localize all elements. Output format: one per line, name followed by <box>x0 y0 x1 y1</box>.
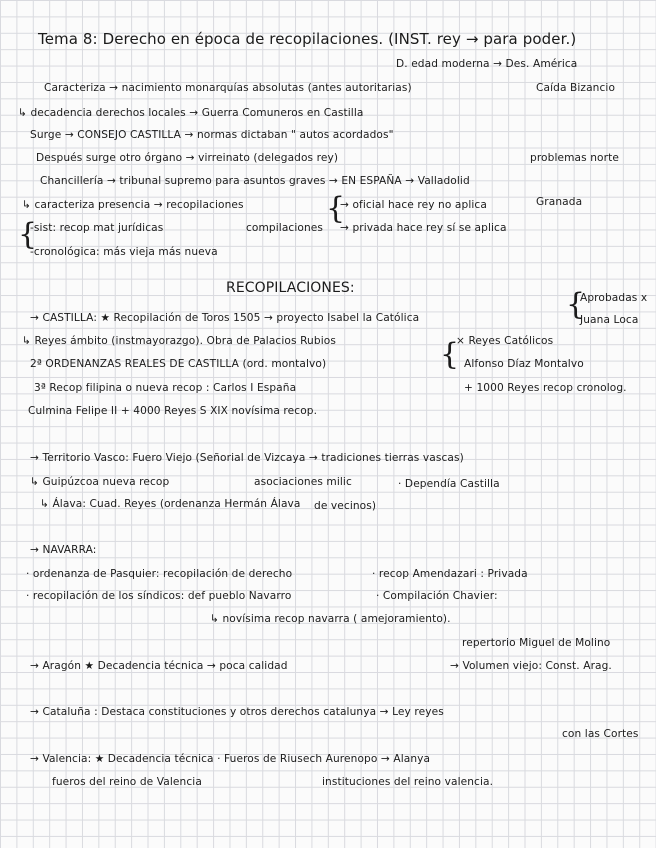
note-line: -sist: recop mat jurídicas <box>30 222 164 234</box>
brace: { <box>18 217 38 252</box>
note-line: → privada hace rey sí se aplica <box>340 222 507 234</box>
note-line: ↳ Álava: Cuad. Reyes (ordenanza Hermán Álava <box>40 498 301 510</box>
note-line: · ordenanza de Pasquier: recopilación de derecho <box>26 568 293 580</box>
note-line: + 1000 Reyes recop cronolog. <box>464 382 627 394</box>
note-line: × Reyes Católicos <box>456 335 554 347</box>
brace: { <box>326 191 346 226</box>
note-line: fueros del reino de Valencia <box>52 776 202 788</box>
note-line: · Compilación Chavier: <box>376 590 498 602</box>
note-line: Surge → CONSEJO CASTILLA → normas dictaban " autos acordados" <box>30 129 394 141</box>
note-line: → NAVARRA: <box>30 544 97 556</box>
note-line: Chancillería → tribunal supremo para asuntos graves → EN ESPAÑA → Valladolid <box>40 175 470 187</box>
note-line: · Dependía Castilla <box>398 478 500 490</box>
note-line: · recopilación de los síndicos: def pueblo Navarro <box>26 590 292 602</box>
note-line: ↳ Guipúzcoa nueva recop <box>30 476 170 488</box>
section-heading: RECOPILACIONES: <box>226 280 355 296</box>
note-line: 3ª Recop filipina o nueva recop : Carlos I España <box>34 382 297 394</box>
note-line: → CASTILLA: ★ Recopilación de Toros 1505 → proyecto Isabel la Católica <box>30 312 420 324</box>
note-line: Aprobadas x <box>580 292 648 304</box>
note-line: · recop Amendazari : Privada <box>372 568 528 580</box>
note-line: ↳ novísima recop navarra ( amejoramiento). <box>210 613 451 625</box>
note-line: → Aragón ★ Decadencia técnica → poca calidad <box>30 660 288 672</box>
note-line: problemas norte <box>530 152 619 164</box>
note-line: Caída Bizancio <box>536 82 616 94</box>
note-line: Juana Loca <box>580 314 639 326</box>
note-line: 2ª ORDENANZAS REALES DE CASTILLA (ord. montalvo) <box>30 358 327 370</box>
note-line: Caracteriza → nacimiento monarquías absolutas (antes autoritarias) <box>44 82 412 94</box>
note-line: → Valencia: ★ Decadencia técnica · Fueros de Riusech Aurenopo → Alanya <box>30 753 431 765</box>
note-line: ↳ Reyes ámbito (instmayorazgo). Obra de Palacios Rubios <box>22 335 336 347</box>
note-line: compilaciones <box>246 222 324 234</box>
note-line: de vecinos) <box>314 500 377 512</box>
note-line: D. edad moderna → Des. América <box>396 58 578 70</box>
note-line: → Cataluña : Destaca constituciones y otros derechos catalunya → Ley reyes <box>30 706 444 718</box>
note-line: con las Cortes <box>562 728 639 740</box>
note-line: → Territorio Vasco: Fuero Viejo (Señorial de Vizcaya → tradiciones tierras vascas) <box>30 452 464 464</box>
note-line: Alfonso Díaz Montalvo <box>464 358 584 370</box>
topic-title: Tema 8: Derecho en época de recopilaciones. (INST. rey → para poder.) <box>38 30 577 48</box>
note-line: instituciones del reino valencia. <box>322 776 494 788</box>
note-line: → oficial hace rey no aplica <box>340 199 487 211</box>
note-line: ↳ caracteriza presencia → recopilaciones <box>22 199 244 211</box>
note-line: repertorio Miguel de Molino <box>462 637 611 649</box>
note-line: Después surge otro órgano → virreinato (delegados rey) <box>36 152 339 164</box>
note-line: Culmina Felipe II + 4000 Reyes S XIX novísima recop. <box>28 405 318 417</box>
note-line: ↳ decadencia derechos locales → Guerra Comuneros en Castilla <box>18 107 364 119</box>
brace: { <box>440 337 460 372</box>
note-line: asociaciones milic <box>254 476 352 488</box>
note-line: → Volumen viejo: Const. Arag. <box>450 660 612 672</box>
brace: { <box>566 287 586 322</box>
note-line: Granada <box>536 196 583 208</box>
note-line: -cronológica: más vieja más nueva <box>30 246 218 258</box>
